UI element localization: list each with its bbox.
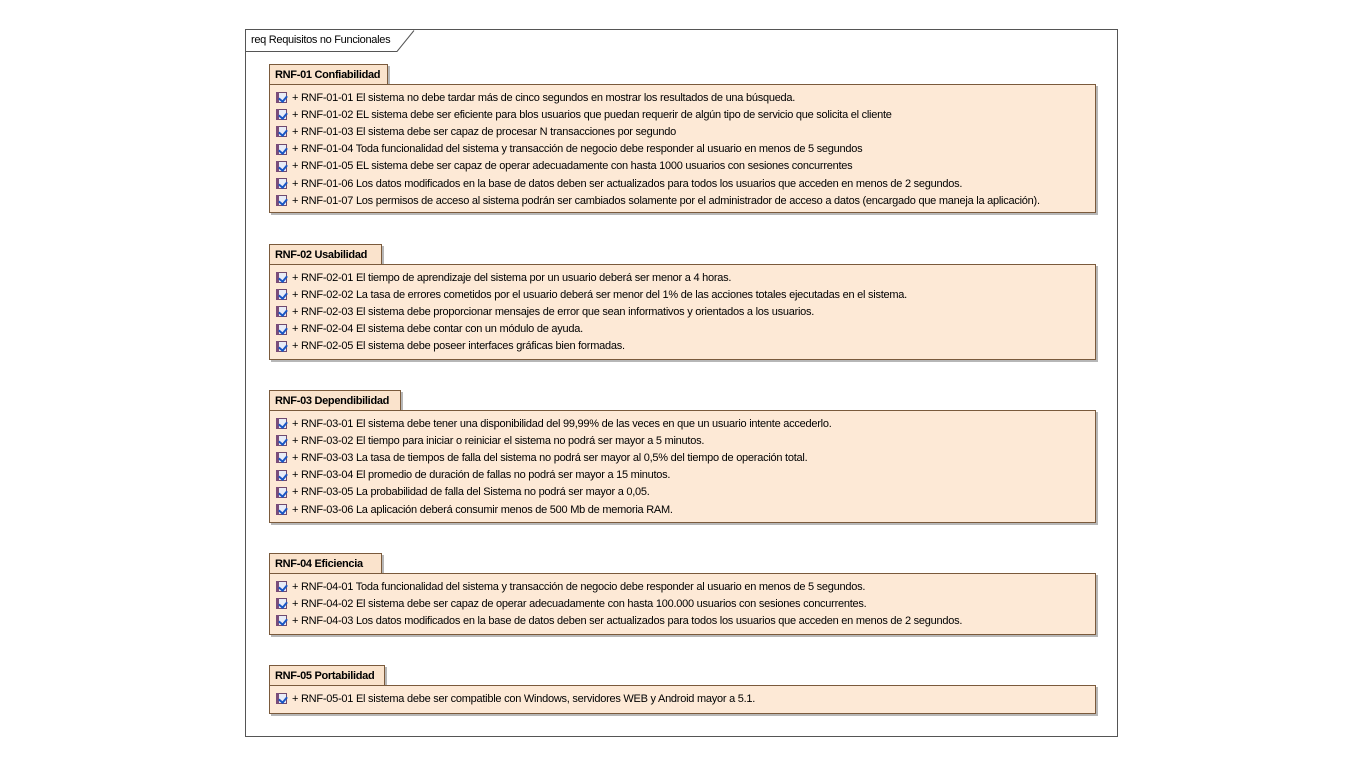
- requirement-icon: [276, 615, 287, 626]
- requirement-text: + RNF-02-02 La tasa de errores cometidos por el usuario deberá ser menor del 1% de las acciones totales ejecutadas en el sistema.: [292, 288, 907, 301]
- package-body[interactable]: [269, 685, 1096, 714]
- requirement-icon: [276, 109, 287, 120]
- requirement-text: + RNF-03-06 La aplicación deberá consumir menos de 500 Mb de memoria RAM.: [292, 503, 673, 516]
- requirement-icon: [276, 418, 287, 429]
- package-tab[interactable]: RNF-03 Dependibilidad: [269, 390, 401, 411]
- requirement-text: + RNF-02-05 El sistema debe poseer interfaces gráficas bien formadas.: [292, 340, 625, 353]
- package-body[interactable]: [269, 264, 1096, 360]
- requirement-icon: [276, 435, 287, 446]
- requirement-item[interactable]: [276, 612, 1095, 629]
- requirement-icon: [276, 161, 287, 172]
- requirement-text: + RNF-04-03 Los datos modificados en la base de datos deben ser actualizados para todos los usuarios que acceden en menos de 2 segundos.: [292, 614, 963, 627]
- requirement-icon: [276, 452, 287, 463]
- requirement-icon: [276, 504, 287, 515]
- requirement-item[interactable]: [276, 286, 1095, 303]
- requirement-item[interactable]: [276, 303, 1095, 320]
- package-tab[interactable]: RNF-01 Confiabilidad: [269, 64, 388, 85]
- requirement-text: + RNF-03-05 La probabilidad de falla del Sistema no podrá ser mayor a 0,05.: [292, 486, 650, 499]
- requirement-text: + RNF-03-04 El promedio de duración de fallas no podrá ser mayor a 15 minutos.: [292, 469, 671, 482]
- requirement-icon: [276, 693, 287, 704]
- requirement-icon: [276, 178, 287, 189]
- package-body[interactable]: [269, 573, 1096, 635]
- requirement-icon: [276, 581, 287, 592]
- requirement-icon: [276, 195, 287, 206]
- requirement-text: + RNF-04-02 El sistema debe ser capaz de operar adecuadamente con hasta 100.000 usuarios con sesiones concurrentes.: [292, 597, 867, 610]
- requirement-text: + RNF-01-01 El sistema no debe tardar más de cinco segundos en mostrar los resultados de una búsqueda.: [292, 91, 796, 104]
- requirement-icon: [276, 341, 287, 352]
- package-tab[interactable]: RNF-02 Usabilidad: [269, 244, 382, 265]
- requirement-icon: [276, 144, 287, 155]
- requirement-text: + RNF-03-02 El tiempo para iniciar o reiniciar el sistema no podrá ser mayor a 5 minutos.: [292, 434, 705, 447]
- requirement-icon: [276, 470, 287, 481]
- requirement-text: + RNF-03-01 El sistema debe tener una disponibilidad del 99,99% de las veces en que un usuario intente accederlo.: [292, 417, 832, 430]
- requirement-item[interactable]: [276, 578, 1095, 595]
- requirement-text: + RNF-04-01 Toda funcionalidad del sistema y transacción de negocio debe responder al usuario en menos de 5 segundos.: [292, 580, 866, 593]
- requirement-item[interactable]: [276, 175, 1095, 192]
- requirement-icon: [276, 306, 287, 317]
- requirement-icon: [276, 324, 287, 335]
- package-tab[interactable]: RNF-04 Eficiencia: [269, 553, 382, 574]
- requirement-icon: [276, 126, 287, 137]
- requirement-item[interactable]: [276, 269, 1095, 286]
- requirement-text: + RNF-01-06 Los datos modificados en la base de datos deben ser actualizados para todos los usuarios que acceden en menos de 2 segundos.: [292, 177, 963, 190]
- requirement-text: + RNF-01-02 EL sistema debe ser eficiente para blos usuarios que puedan requerir de algún tipo de servicio que solicita el cliente: [292, 108, 892, 121]
- requirement-text: + RNF-01-07 Los permisos de acceso al sistema podrán ser cambiados solamente por el administrador de acceso a datos (encargado que maneja la aplicación).: [292, 194, 1040, 207]
- requirement-item[interactable]: [276, 158, 1095, 175]
- requirement-text: + RNF-01-03 El sistema debe ser capaz de procesar N transacciones por segundo: [292, 125, 676, 138]
- requirement-item[interactable]: [276, 484, 1095, 501]
- diagram-title: req Requisitos no Funcionales: [251, 34, 391, 46]
- requirement-item[interactable]: [276, 141, 1095, 158]
- requirement-text: + RNF-01-04 Toda funcionalidad del sistema y transacción de negocio debe responder al usuario en menos de 5 segundos: [292, 143, 863, 156]
- requirement-item[interactable]: [276, 690, 1095, 707]
- requirement-item[interactable]: [276, 321, 1095, 338]
- package-tab[interactable]: RNF-05 Portabilidad: [269, 665, 385, 686]
- requirement-icon: [276, 272, 287, 283]
- requirement-icon: [276, 92, 287, 103]
- requirement-item[interactable]: [276, 595, 1095, 612]
- diagram-frame-tab: [246, 30, 416, 52]
- package-body[interactable]: [269, 410, 1096, 523]
- requirement-item[interactable]: [276, 449, 1095, 466]
- requirement-item[interactable]: [276, 192, 1095, 209]
- package-body[interactable]: [269, 84, 1096, 213]
- requirement-item[interactable]: [276, 501, 1095, 518]
- requirement-item[interactable]: [276, 432, 1095, 449]
- requirement-text: + RNF-02-04 El sistema debe contar con un módulo de ayuda.: [292, 323, 583, 336]
- requirement-text: + RNF-05-01 El sistema debe ser compatible con Windows, servidores WEB y Android mayor a 5.1.: [292, 692, 756, 705]
- requirement-item[interactable]: [276, 123, 1095, 140]
- requirement-icon: [276, 289, 287, 300]
- requirement-item[interactable]: [276, 467, 1095, 484]
- diagram-frame: [245, 29, 1118, 737]
- requirement-item[interactable]: [276, 89, 1095, 106]
- requirement-icon: [276, 598, 287, 609]
- requirement-icon: [276, 487, 287, 498]
- requirement-item[interactable]: [276, 106, 1095, 123]
- requirement-text: + RNF-02-01 El tiempo de aprendizaje del sistema por un usuario deberá ser menor a 4 horas.: [292, 271, 732, 284]
- requirement-item[interactable]: [276, 338, 1095, 355]
- requirement-text: + RNF-02-03 El sistema debe proporcionar mensajes de error que sean informativos y orientados a los usuarios.: [292, 305, 815, 318]
- requirement-text: + RNF-03-03 La tasa de tiempos de falla del sistema no podrá ser mayor al 0,5% del tiempo de operación total.: [292, 451, 808, 464]
- requirement-item[interactable]: [276, 415, 1095, 432]
- requirement-text: + RNF-01-05 EL sistema debe ser capaz de operar adecuadamente con hasta 1000 usuarios con sesiones concurrentes: [292, 160, 853, 173]
